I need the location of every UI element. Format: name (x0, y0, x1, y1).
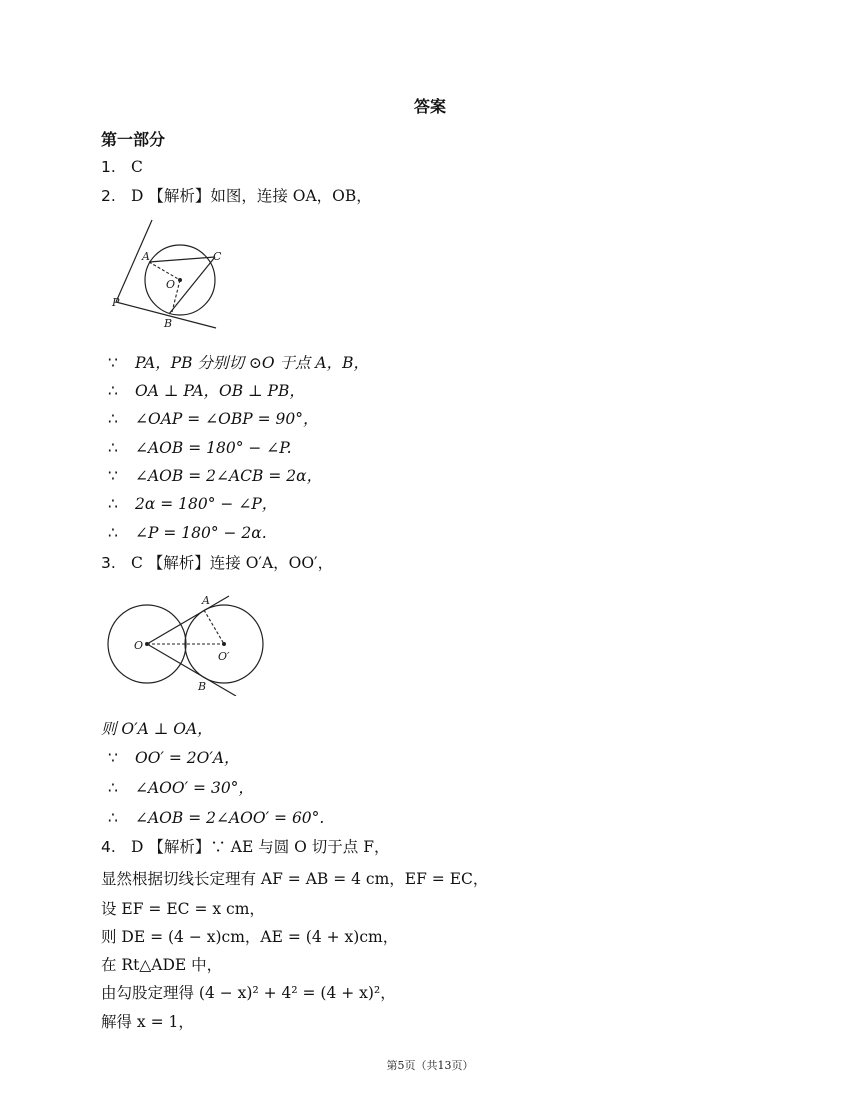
answer-2 (101, 186, 372, 206)
step-text: 在 Rt△ADE 中， (101, 956, 223, 974)
reason-symbol: ∴ (108, 382, 118, 400)
answer-text: C 【解析】连接 O′A，OO′， (131, 554, 334, 572)
answer-text: D 【解析】∵ AE 与圆 O 切于点 F， (131, 838, 390, 856)
step-text: ∠AOB = 180° − ∠P. (135, 439, 292, 457)
label-O: O (166, 278, 176, 291)
step-text: 设 EF = EC = x cm， (101, 900, 265, 918)
reason-symbol: ∵ (108, 354, 118, 372)
label-A: A (142, 250, 150, 263)
page-footer: 第5页（共13页） (386, 1059, 474, 1072)
question-number: 3. (101, 554, 116, 572)
label-O-prime: O′ (218, 650, 230, 663)
step-text: ∠OAP = ∠OBP = 90°， (135, 410, 319, 428)
step-text: 显然根据切线长定理有 AF = AB = 4 cm，EF = EC， (101, 870, 489, 888)
reason-symbol: ∴ (108, 524, 118, 542)
step-line (101, 899, 265, 919)
reason-symbol: ∴ (108, 495, 118, 513)
step-line (108, 409, 319, 429)
reason-symbol: ∴ (108, 809, 118, 827)
label-B: B (164, 317, 173, 330)
step-line (101, 927, 398, 947)
step-text: 2α = 180° − ∠P， (135, 495, 278, 513)
step-text: 解得 x = 1， (101, 1013, 194, 1031)
answer-text: D 【解析】如图，连接 OA，OB， (131, 187, 372, 205)
step-line (108, 353, 369, 373)
step-line (108, 748, 240, 768)
question-number: 4. (101, 838, 116, 856)
label-P: P (112, 296, 120, 309)
step-text: 由勾股定理得 (4 − x)² + 4² = (4 + x)²， (101, 984, 396, 1002)
step-line (108, 494, 277, 514)
step-line (101, 983, 396, 1003)
step-line (108, 808, 324, 828)
step-line (108, 778, 254, 798)
step-text: OA ⊥ PA，OB ⊥ PB， (135, 382, 305, 400)
step-text: ∠AOO′ = 30°， (135, 779, 254, 797)
answer-text: C (131, 158, 143, 176)
step-text: ∠P = 180° − 2α. (135, 524, 267, 542)
reason-symbol: ∵ (108, 749, 118, 767)
answer-3 (101, 553, 333, 573)
step-text: OO′ = 2O′A， (135, 749, 240, 767)
step-text: 则 DE = (4 − x)cm，AE = (4 + x)cm， (101, 928, 399, 946)
question-number: 1. (101, 158, 116, 176)
section-heading: 第一部分 (101, 130, 166, 149)
reason-symbol: ∵ (108, 467, 118, 485)
two-circles-figure (106, 590, 268, 696)
step-line (101, 955, 222, 975)
step-line (101, 869, 488, 889)
label-A: A (202, 594, 210, 607)
answer-4 (101, 837, 389, 857)
step-line (101, 719, 213, 739)
step-line (108, 523, 267, 543)
label-B: B (198, 680, 207, 693)
question-number: 2. (101, 187, 116, 205)
answer-1 (101, 157, 143, 177)
step-line (101, 1012, 194, 1032)
step-line (108, 381, 305, 401)
step-line (108, 438, 292, 458)
step-line (108, 466, 322, 486)
step-text: ∠AOB = 2∠ACB = 2α， (135, 467, 323, 485)
reason-symbol: ∴ (108, 410, 118, 428)
step-text: 则 O′A ⊥ OA， (101, 720, 213, 738)
step-text: PA，PB 分别切 ⊙O 于点 A，B， (135, 354, 370, 372)
tangent-circle-figure-1 (108, 218, 228, 334)
label-C: C (213, 250, 222, 263)
label-O: O (134, 639, 144, 652)
reason-symbol: ∴ (108, 779, 118, 797)
page-title: 答案 (413, 97, 446, 116)
step-text: ∠AOB = 2∠AOO′ = 60°. (135, 809, 325, 827)
reason-symbol: ∴ (108, 439, 118, 457)
